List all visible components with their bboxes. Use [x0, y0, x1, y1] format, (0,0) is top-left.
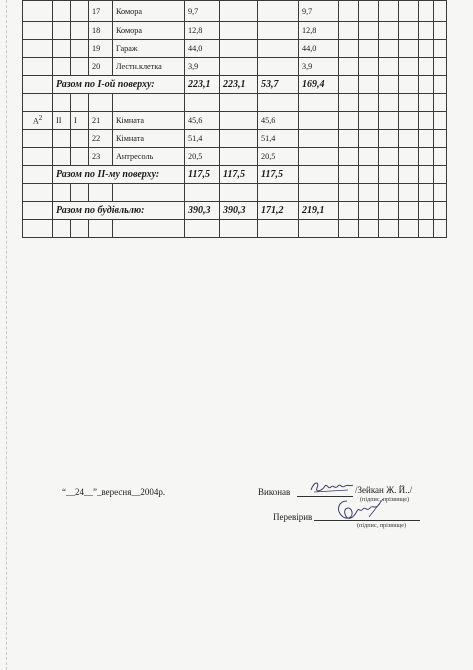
table-row [23, 40, 447, 58]
table-cell-empty [434, 220, 447, 238]
table-cell-empty [299, 184, 339, 202]
table-cell-empty [399, 202, 419, 220]
subtotal-value: 390,3 [220, 202, 258, 220]
total-row-building [23, 202, 447, 220]
table-cell-empty [434, 40, 447, 58]
table-cell-empty [399, 22, 419, 40]
table-cell-empty [434, 166, 447, 184]
table-cell-empty [23, 22, 53, 40]
table-cell-empty [379, 76, 399, 94]
table-cell-empty [220, 94, 258, 112]
room-col3-cell: 20,5 [258, 148, 299, 166]
table-cell-empty [434, 112, 447, 130]
room-col2-cell [220, 130, 258, 148]
table-cell-empty [53, 148, 71, 166]
table-cell-empty [419, 22, 434, 40]
room-name-cell: Гараж [113, 40, 185, 58]
table-cell-empty [220, 220, 258, 238]
table-cell-empty [23, 166, 53, 184]
table-cell-empty [339, 148, 359, 166]
subtotal-label: Разом по І-ой поверху: [53, 76, 185, 94]
table-row [23, 58, 447, 76]
room-col3-cell [258, 22, 299, 40]
table-cell-empty [339, 220, 359, 238]
room-col2-cell [220, 112, 258, 130]
table-cell-empty [23, 1, 53, 22]
table-cell-empty [113, 220, 185, 238]
table-cell-empty [359, 130, 379, 148]
table-cell-empty [71, 184, 89, 202]
table-cell-empty [339, 58, 359, 76]
checked-label: Перевірив [273, 512, 313, 522]
table-cell-empty [379, 148, 399, 166]
subtotal-label: Разом по ІІ-му поверху: [53, 166, 185, 184]
table-cell-empty [339, 202, 359, 220]
floor-cell: ІІ [53, 112, 71, 130]
table-cell-empty [419, 130, 434, 148]
table-cell-empty [434, 130, 447, 148]
table-row [23, 22, 447, 40]
subtotal-value: 171,2 [258, 202, 299, 220]
room-number-cell: 20 [89, 58, 113, 76]
table-cell-empty [23, 220, 53, 238]
subtotal-value [299, 166, 339, 184]
table-cell-empty [299, 94, 339, 112]
table-cell-empty [53, 130, 71, 148]
table-cell-empty [434, 148, 447, 166]
table-row [23, 130, 447, 148]
table-cell-empty [23, 58, 53, 76]
table-cell-empty [339, 1, 359, 22]
apartment-cell: І [71, 112, 89, 130]
room-col3-cell [258, 58, 299, 76]
table-cell-empty [399, 40, 419, 58]
table-cell-empty [379, 166, 399, 184]
room-area-cell: 51,4 [185, 130, 220, 148]
table-cell-empty [23, 94, 53, 112]
table-cell-empty [379, 22, 399, 40]
table-cell-empty [23, 184, 53, 202]
table-cell-empty [359, 76, 379, 94]
room-col4-cell: 12,8 [299, 22, 339, 40]
table-row [23, 148, 447, 166]
room-col3-cell: 45,6 [258, 112, 299, 130]
room-col2-cell [220, 40, 258, 58]
room-name-cell: Антресоль [113, 148, 185, 166]
table-cell-empty [399, 94, 419, 112]
table-cell-empty [339, 184, 359, 202]
table-cell-empty [399, 112, 419, 130]
table-cell-empty [339, 112, 359, 130]
table-cell-empty [71, 1, 89, 22]
table-cell-empty [434, 22, 447, 40]
table-cell-empty [339, 130, 359, 148]
table-cell-empty [379, 58, 399, 76]
subtotal-value: 223,1 [220, 76, 258, 94]
table-cell-empty [399, 58, 419, 76]
table-cell-empty [71, 40, 89, 58]
executed-signature-image [308, 478, 356, 496]
table-cell-empty [379, 40, 399, 58]
subtotal-value: 117,5 [185, 166, 220, 184]
table-cell-empty [23, 40, 53, 58]
table-cell-empty [434, 58, 447, 76]
table-cell-empty [359, 202, 379, 220]
room-col4-cell [299, 112, 339, 130]
checked-signature-image [333, 497, 385, 525]
table-cell-empty [419, 148, 434, 166]
table-cell-empty [419, 76, 434, 94]
table-cell-empty [359, 184, 379, 202]
table-cell-empty [23, 148, 53, 166]
table-cell-empty [220, 184, 258, 202]
table-cell-empty [339, 166, 359, 184]
subtotal-row-floor1 [23, 76, 447, 94]
room-name-cell: Комора [113, 1, 185, 22]
subtotal-value: 390,3 [185, 202, 220, 220]
room-col3-cell [258, 1, 299, 22]
table-cell-empty [339, 40, 359, 58]
executed-label: Виконав [258, 487, 291, 497]
subtotal-label: Разом по будівльлю: [53, 202, 185, 220]
table-row-empty [23, 220, 447, 238]
table-cell-empty [379, 94, 399, 112]
table-cell-empty [379, 184, 399, 202]
table-cell-empty [71, 130, 89, 148]
table-cell-empty [434, 94, 447, 112]
table-cell-empty [419, 58, 434, 76]
table-cell-empty [53, 40, 71, 58]
table-cell-empty [299, 220, 339, 238]
table-cell-empty [399, 76, 419, 94]
table-cell-empty [53, 1, 71, 22]
table-cell-empty [53, 184, 71, 202]
table-cell-empty [419, 112, 434, 130]
table-cell-empty [434, 1, 447, 22]
room-number-cell: 18 [89, 22, 113, 40]
table-cell-empty [419, 166, 434, 184]
table-cell-empty [53, 220, 71, 238]
table-cell-empty [359, 22, 379, 40]
room-col2-cell [220, 1, 258, 22]
subtotal-value: 117,5 [258, 166, 299, 184]
checked-hint: (підпис, прізвище) [357, 522, 407, 529]
room-number-cell: 17 [89, 1, 113, 22]
room-area-cell: 12,8 [185, 22, 220, 40]
executed-name: /Зейкан Ж. Й../ [355, 485, 413, 495]
room-col2-cell [220, 148, 258, 166]
room-col4-cell: 44,0 [299, 40, 339, 58]
room-name-cell: Комора [113, 22, 185, 40]
table-cell-empty [53, 94, 71, 112]
table-cell-empty [379, 202, 399, 220]
subtotal-value: 169,4 [299, 76, 339, 94]
table-cell-empty [185, 220, 220, 238]
room-area-cell: 3,9 [185, 58, 220, 76]
table-cell-empty [113, 184, 185, 202]
room-area-cell: 45,6 [185, 112, 220, 130]
table-cell-empty [359, 40, 379, 58]
table-cell-empty [185, 94, 220, 112]
table-cell-empty [379, 112, 399, 130]
room-number-cell: 19 [89, 40, 113, 58]
table-cell-empty [53, 58, 71, 76]
table-cell-empty [379, 1, 399, 22]
liter-letter: А [32, 116, 39, 126]
table-cell-empty [89, 184, 113, 202]
table-cell-empty [359, 112, 379, 130]
table-cell-empty [71, 220, 89, 238]
room-col3-cell [258, 40, 299, 58]
table-cell-empty [359, 94, 379, 112]
table-cell-empty [359, 148, 379, 166]
room-col4-cell [299, 148, 339, 166]
table-cell-empty [379, 130, 399, 148]
table-cell-empty [185, 184, 220, 202]
subtotal-value: 223,1 [185, 76, 220, 94]
table-cell-empty [399, 130, 419, 148]
subtotal-value: 53,7 [258, 76, 299, 94]
room-col4-cell: 3,9 [299, 58, 339, 76]
binding-margin-line [6, 0, 7, 670]
room-number-cell: 22 [89, 130, 113, 148]
room-col4-cell [299, 130, 339, 148]
subtotal-value: 219,1 [299, 202, 339, 220]
table-cell-empty [359, 220, 379, 238]
table-cell-empty [419, 94, 434, 112]
table-cell-empty [379, 220, 399, 238]
table-cell-empty [23, 76, 53, 94]
liter-superscript: 2 [38, 115, 43, 123]
table-row-empty [23, 184, 447, 202]
subtotal-row-floor2 [23, 166, 447, 184]
room-col4-cell: 9,7 [299, 1, 339, 22]
table-row-empty [23, 94, 447, 112]
liter-cell [23, 112, 53, 130]
table-cell-empty [399, 1, 419, 22]
subtotal-value: 117,5 [220, 166, 258, 184]
executed-hint: (підпис, прізвище) [360, 496, 410, 503]
room-col2-cell [220, 58, 258, 76]
room-area-table [22, 0, 447, 238]
table-cell-empty [23, 202, 53, 220]
table-cell-empty [71, 148, 89, 166]
table-cell-empty [258, 184, 299, 202]
table-cell-empty [434, 76, 447, 94]
table-cell-empty [359, 58, 379, 76]
room-col2-cell [220, 22, 258, 40]
table-cell-empty [71, 22, 89, 40]
table-cell-empty [419, 1, 434, 22]
table-cell-empty [23, 130, 53, 148]
table-cell-empty [399, 184, 419, 202]
room-area-cell: 9,7 [185, 1, 220, 22]
table-cell-empty [419, 184, 434, 202]
table-cell-empty [89, 94, 113, 112]
table-cell-empty [258, 220, 299, 238]
table-cell-empty [359, 1, 379, 22]
table-cell-empty [71, 58, 89, 76]
table-cell-empty [339, 76, 359, 94]
table-cell-empty [399, 166, 419, 184]
table-cell-empty [419, 202, 434, 220]
room-name-cell: Кімната [113, 130, 185, 148]
room-number-cell: 21 [89, 112, 113, 130]
report-date: “__24__”_вересня__2004р. [62, 487, 166, 497]
table-cell-empty [434, 184, 447, 202]
table-cell-empty [113, 94, 185, 112]
room-col3-cell: 51,4 [258, 130, 299, 148]
room-name-cell: Кімната [113, 112, 185, 130]
table-cell-empty [399, 220, 419, 238]
table-cell-empty [434, 202, 447, 220]
table-cell-empty [339, 94, 359, 112]
table-cell-empty [419, 40, 434, 58]
room-area-cell: 20,5 [185, 148, 220, 166]
table-cell-empty [359, 166, 379, 184]
table-row [23, 1, 447, 22]
room-area-cell: 44,0 [185, 40, 220, 58]
room-name-cell: Лестн.клетка [113, 58, 185, 76]
room-number-cell: 23 [89, 148, 113, 166]
table-cell-empty [258, 94, 299, 112]
table-row [23, 112, 447, 130]
table-cell-empty [399, 148, 419, 166]
table-cell-empty [89, 220, 113, 238]
table-cell-empty [419, 220, 434, 238]
table-cell-empty [339, 22, 359, 40]
table-cell-empty [71, 94, 89, 112]
table-cell-empty [53, 22, 71, 40]
